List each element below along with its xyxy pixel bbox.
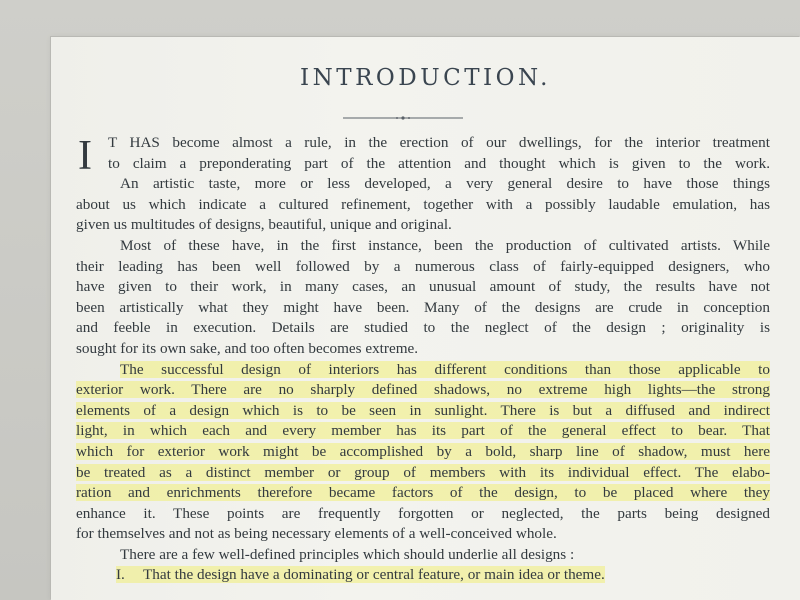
text-line <box>76 463 770 484</box>
text-line <box>76 195 770 216</box>
page-title: INTRODUCTION. <box>300 65 551 91</box>
highlighted-text: exterior work. There are no sharply defined shadows, no extreme high lights—the strong <box>76 381 770 399</box>
line-text: enhance it. These points are frequently forgotten or neglected, the parts being designed <box>76 504 770 522</box>
line-text: been artistically what they might have been. Many of the designs are crude in conception <box>76 298 770 316</box>
text-line <box>76 133 770 154</box>
text-line <box>76 298 770 319</box>
highlighted-text: ration and enrichments therefore became factors of the design, to be placed where they <box>76 484 770 502</box>
list-item-text: That the design have a dominating or central feature, or main idea or theme. <box>143 566 605 584</box>
title-ornament-rule <box>343 116 463 120</box>
text-line <box>76 545 770 566</box>
list-item-number: I. <box>116 566 125 584</box>
drop-cap: I <box>78 133 92 179</box>
line-text: for themselves and not as being necessary elements of a well-conceived whole. <box>76 525 557 543</box>
line-text: sought for its own sake, and too often becomes extreme. <box>76 339 419 357</box>
text-line <box>76 442 770 463</box>
line-text: given us multitudes of designs, beautiful, unique and original. <box>76 216 452 234</box>
list-item <box>76 565 770 586</box>
text-line <box>76 421 770 442</box>
line-text: their leading has been well followed by a numerous class of fairly-equipped designers, who <box>76 257 770 275</box>
book-page <box>51 37 800 600</box>
highlighted-text: elements of a design which is to be seen in sunlight. There is but a diffused and indirect <box>76 401 770 419</box>
text-line <box>76 401 770 422</box>
text-line <box>76 339 770 360</box>
text-line <box>76 504 770 525</box>
line-text: to claim a preponderating part of the attention and thought which is given to the work. <box>108 154 770 172</box>
highlighted-text: light, in which each and every member has its part of the general effect to bear. That <box>76 422 770 440</box>
line-text: have given to their work, in many cases, an unusual amount of study, the results have not <box>76 278 770 296</box>
highlighted-list-item <box>116 566 605 583</box>
line-text: There are a few well-defined principles which should underlie all designs : <box>120 545 575 563</box>
text-line <box>76 236 770 257</box>
text-line <box>76 380 770 401</box>
highlighted-text: The successful design of interiors has different conditions than those applicable to <box>120 360 770 378</box>
highlighted-text: which for exterior work might be accomplished by a bold, sharp line of shadow, must here <box>76 442 770 460</box>
text-line <box>76 154 770 175</box>
line-text: An artistic taste, more or less developed, a very general desire to have those things <box>120 175 770 193</box>
text-line <box>76 215 770 236</box>
text-line <box>76 360 770 381</box>
text-line <box>76 174 770 195</box>
text-line <box>76 257 770 278</box>
text-line <box>76 318 770 339</box>
line-text: about us which indicate a cultured refinement, together with a possibly laudable emulation, has <box>76 195 770 213</box>
body-text <box>76 133 770 586</box>
line-text: T HAS become almost a rule, in the erection of our dwellings, for the interior treatment <box>108 134 770 151</box>
line-text: and feeble in execution. Details are studied to the neglect of the design ; originality is <box>76 319 770 337</box>
text-line <box>76 524 770 545</box>
text-line <box>76 483 770 504</box>
line-text: Most of these have, in the first instance, been the production of cultivated artists. While <box>120 236 770 254</box>
text-line <box>76 277 770 298</box>
highlighted-text: be treated as a distinct member or group of members with its individual effect. The elabo- <box>76 463 770 481</box>
